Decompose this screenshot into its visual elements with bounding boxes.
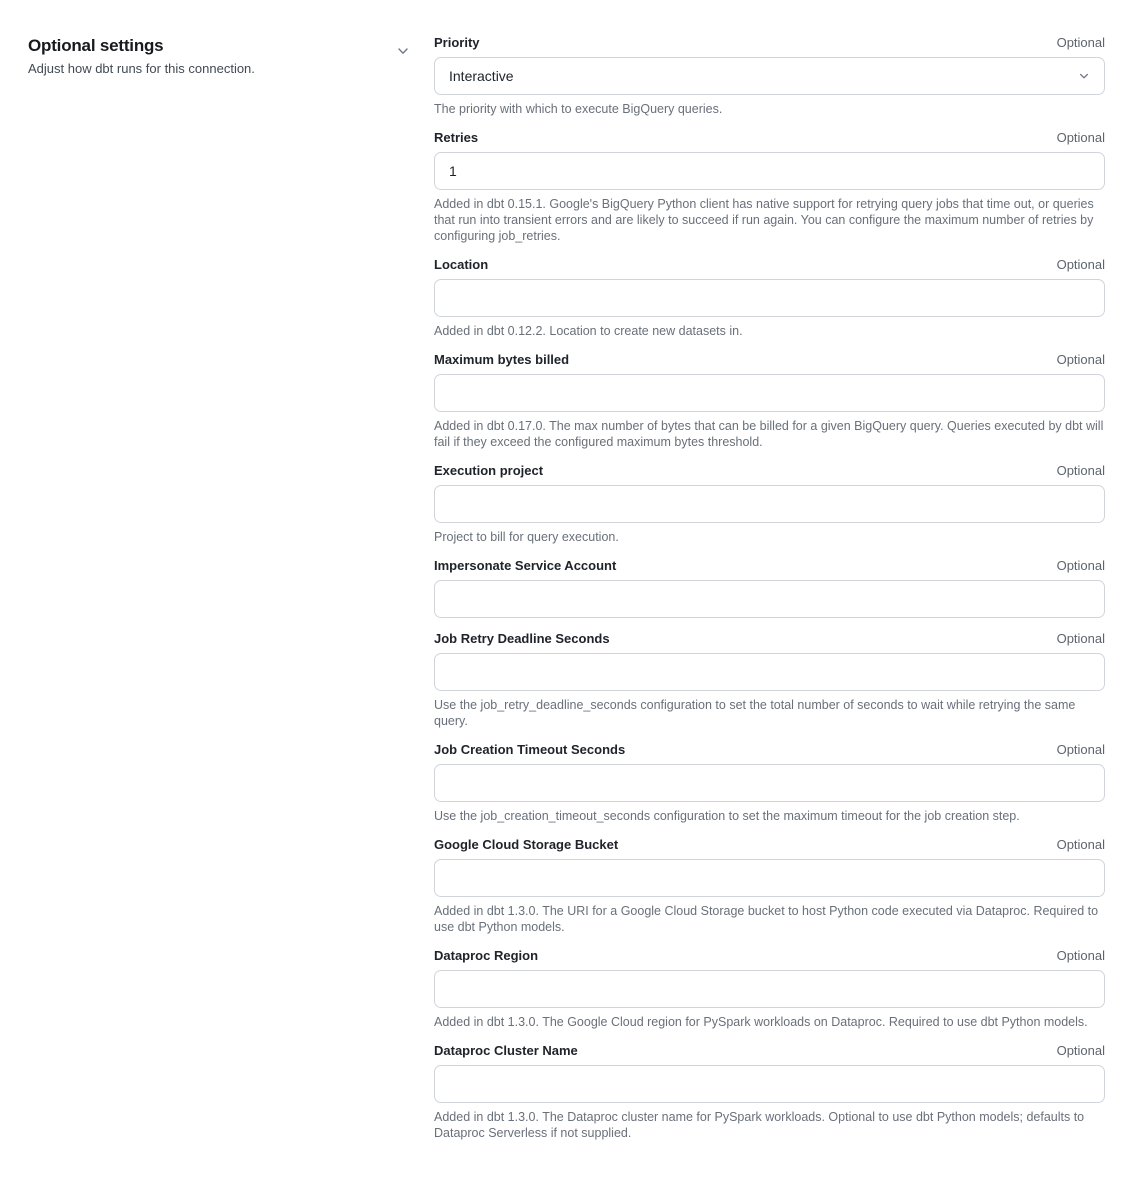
field-head — [434, 35, 1105, 51]
section-subtitle: Adjust how dbt runs for this connection. — [28, 61, 255, 76]
field-label: Maximum bytes billed — [434, 352, 570, 367]
field-input[interactable] — [434, 859, 1105, 897]
section-title: Optional settings — [28, 36, 164, 55]
field-optional-badge: Optional — [1056, 35, 1105, 50]
field-helper-text: Use the job_retry_deadline_seconds configuration to set the total number of seconds to wait while retrying the same query. — [434, 698, 1076, 728]
field-input[interactable] — [434, 485, 1105, 523]
field-label: Execution project — [434, 463, 544, 478]
field-head — [434, 837, 1105, 853]
field-head — [434, 1043, 1105, 1059]
field-retries — [434, 130, 1105, 244]
field-head — [434, 742, 1105, 758]
field-head — [434, 948, 1105, 964]
field-optional-badge: Optional — [1056, 257, 1105, 272]
field-input[interactable] — [434, 970, 1105, 1008]
field-job-creation-timeout-seconds — [434, 742, 1105, 824]
field-maximum-bytes-billed — [434, 352, 1105, 450]
collapse-section-button[interactable] — [396, 44, 410, 58]
field-optional-badge: Optional — [1056, 130, 1105, 145]
field-input[interactable] — [434, 152, 1105, 190]
field-label: Dataproc Region — [434, 948, 539, 963]
field-impersonate-service-account — [434, 558, 1105, 618]
field-helper-text: Added in dbt 0.17.0. The max number of bytes that can be billed for a given BigQuery query. Queries executed by dbt will fail if they exceed the configured maximum bytes threshold. — [434, 419, 1104, 449]
section-header — [28, 35, 410, 77]
field-optional-badge: Optional — [1056, 837, 1105, 852]
field-label: Google Cloud Storage Bucket — [434, 837, 619, 852]
field-google-cloud-storage-bucket — [434, 837, 1105, 935]
chevron-down-icon — [396, 46, 410, 61]
field-optional-badge: Optional — [1056, 742, 1105, 757]
field-optional-badge: Optional — [1056, 1043, 1105, 1058]
field-input[interactable] — [434, 653, 1105, 691]
field-optional-badge: Optional — [1056, 352, 1105, 367]
field-label: Dataproc Cluster Name — [434, 1043, 578, 1058]
field-helper-text: Added in dbt 0.12.2. Location to create new datasets in. — [434, 324, 743, 338]
field-input[interactable] — [434, 580, 1105, 618]
field-input[interactable] — [434, 374, 1105, 412]
field-optional-badge: Optional — [1056, 631, 1105, 646]
field-helper-text: Project to bill for query execution. — [434, 530, 619, 544]
field-helper-text: Use the job_creation_timeout_seconds configuration to set the maximum timeout for the job creation step. — [434, 809, 1020, 823]
field-job-retry-deadline-seconds — [434, 631, 1105, 729]
field-head — [434, 352, 1105, 368]
field-input[interactable] — [434, 764, 1105, 802]
field-optional-badge: Optional — [1056, 948, 1105, 963]
field-label: Job Retry Deadline Seconds — [434, 631, 610, 646]
section-header-text — [28, 35, 255, 77]
field-head — [434, 558, 1105, 574]
field-head — [434, 463, 1105, 479]
field-select-value: Interactive — [449, 68, 514, 84]
field-select[interactable] — [434, 57, 1105, 95]
field-label: Priority — [434, 35, 480, 50]
field-priority — [434, 35, 1105, 117]
chevron-down-icon — [1078, 70, 1090, 82]
field-helper-text: Added in dbt 1.3.0. The Dataproc cluster name for PySpark workloads. Optional to use dbt Python models; defaults to Dataproc Serverless if not supplied. — [434, 1110, 1085, 1140]
field-location — [434, 257, 1105, 339]
field-execution-project — [434, 463, 1105, 545]
field-optional-badge: Optional — [1056, 463, 1105, 478]
field-label: Retries — [434, 130, 479, 145]
field-label: Location — [434, 257, 489, 272]
field-label: Job Creation Timeout Seconds — [434, 742, 626, 757]
field-input[interactable] — [434, 1065, 1105, 1103]
field-helper-text: Added in dbt 0.15.1. Google's BigQuery Python client has native support for retrying query jobs that time out, or queries that run into transient errors and are likely to succeed if run again. You can configure the maximum number of retries by configuring job_retries. — [434, 197, 1094, 243]
field-helper-text: Added in dbt 1.3.0. The Google Cloud region for PySpark workloads on Dataproc. Required to use dbt Python models. — [434, 1015, 1088, 1029]
field-head — [434, 130, 1105, 146]
field-input[interactable] — [434, 279, 1105, 317]
field-label: Impersonate Service Account — [434, 558, 617, 573]
field-dataproc-region — [434, 948, 1105, 1030]
field-helper-text: Added in dbt 1.3.0. The URI for a Google Cloud Storage bucket to host Python code executed via Dataproc. Required to use dbt Python models. — [434, 904, 1099, 934]
field-head — [434, 257, 1105, 273]
form — [434, 35, 1105, 1154]
field-head — [434, 631, 1105, 647]
field-optional-badge: Optional — [1056, 558, 1105, 573]
field-dataproc-cluster-name — [434, 1043, 1105, 1141]
field-helper-text: The priority with which to execute BigQuery queries. — [434, 102, 723, 116]
